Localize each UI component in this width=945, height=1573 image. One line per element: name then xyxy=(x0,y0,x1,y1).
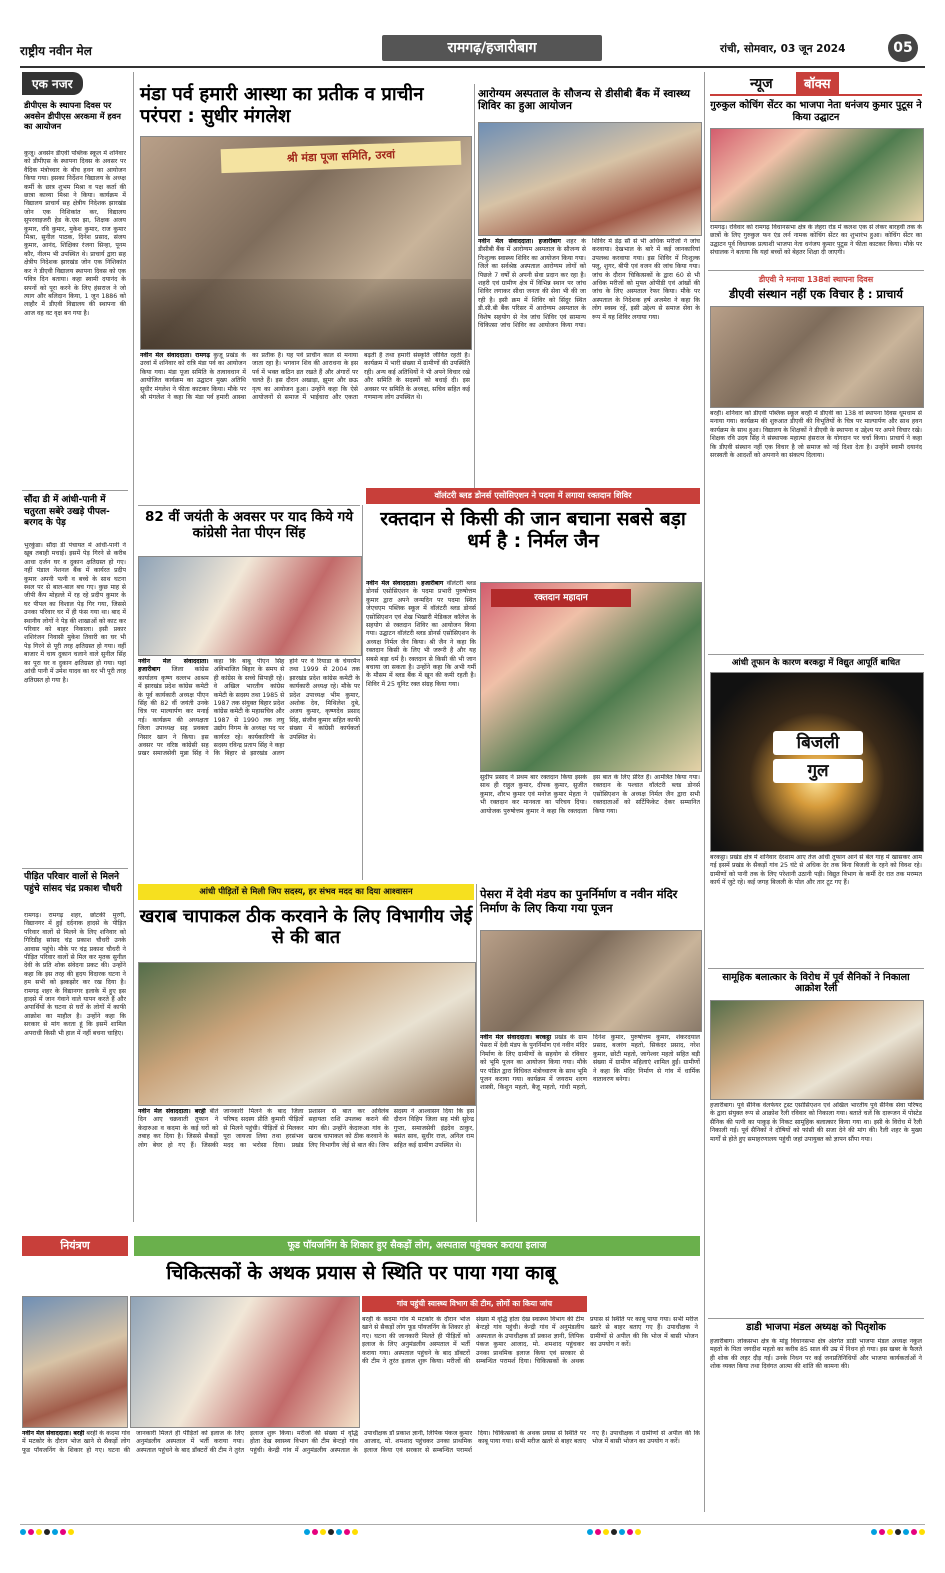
nb-story3-photo xyxy=(710,672,924,852)
food-side-text: बरही के कदमा गांव में मटकोर के दौरान भोज खाने से सैकड़ों लोग फूड पॉयजनिंग के शिकार हो गए। घटना की जानकारी मिलते ही पीड़ितों को इलाज के लिए अनुमंडलीय अस्पताल में भर्ती कराया गया। अस्पताल पहुंचने के बाद डॉक्टरों की टीम ने तुरंत इलाज शुरू किया। मरीजों की संख्या में वृद्धि होता देख स्वास्थ्य विभाग की टीम बेन्टहो गांव पहुंची। केन्द्री गांव में अनुमंडलीय अस्पताल के उपाधीक्षक डॉ प्रकाश ज्ञानी, लिपिक पंकज कुमार आजाद, मो. शमशाद पहुंचकर उनका प्राथमिक इलाज किया एवं सरकार से सम्बन्धित परामर्श दिया। चिकित्सकों के अथक प्रयास से स्थिति पर काबू पाया गया। सभी मरीज खतरे से बाहर बताए गए हैं। उपाधीक्षक ने ग्रामीणों से अपील की कि भोज में बासी भोजन का उपयोग न करें। xyxy=(362,1316,698,1366)
registration-swatch xyxy=(887,1529,893,1535)
registration-swatch xyxy=(304,1529,310,1535)
registration-swatch xyxy=(595,1529,601,1535)
registration-swatch xyxy=(320,1529,326,1535)
registration-swatch xyxy=(68,1529,74,1535)
registration-swatch xyxy=(60,1529,66,1535)
nb-story4-photo xyxy=(710,1000,924,1100)
nb-story3-body: बरकट्ठा। प्रखंड क्षेत्र में शनिवार देरशाम आए तेज आंधी तूफान आने से बेल गाह में खासकर आम गई इसमें प्रखंड के सैकड़ों गांव 25 घंटे से अधिक देर तक बिना बिजली के रहने को विवश रहे। ग्रामीणों को पानी तक के लिए परेशानी उठानी पड़ी। विद्युत विभाग के कर्मी देर रात तक मरम्मत कार्य में जुटे रहे। कई जगह बिजली के पोल और तार टूट गए हैं। xyxy=(710,854,922,887)
registration-swatch xyxy=(36,1529,42,1535)
article-text: बरही के कदमा गांव में मटकोर के दौरान भोज खाने से सैकड़ों लोग फूड पॉयजनिंग के शिकार हो गए। घटना की जानकारी मिलते ही पीड़ितों को इलाज के लिए अनुमंडलीय अस्पताल में भर्ती कराया गया। अस्पताल पहुंचने के बाद डॉक्टरों की टीम ने तुरंत इलाज शुरू किया। मरीजों की संख्या में वृद्धि होता देख स्वास्थ्य विभाग की टीम बेन्टहो गांव पहुंची। केन्द्री गांव में अनुमंडलीय अस्पताल के उपाधीक्षक डॉ प्रकाश ज्ञानी, लिपिक पंकज कुमार आजाद, मो. शमशाद पहुंचकर उनका प्राथमिक इलाज किया एवं सरकार से सम्बन्धित परामर्श दिया। चिकित्सकों के अथक प्रयास से स्थिति पर काबू पाया गया। सभी मरीज खतरे से बाहर बताए गए हैं। उपाधीक्षक ने ग्रामीणों से अपील की कि भोज में बासी भोजन का उपयोग न करें। xyxy=(22,1430,700,1454)
photo-text-bijli: बिजली xyxy=(773,731,863,755)
registration-swatch xyxy=(44,1529,50,1535)
registration-swatch xyxy=(903,1529,909,1535)
nb-story1-body: रामगढ़। रविवार को रामगढ़ विधानसभा क्षेत्र के लेहरा रोड में कलश एक से लेकर बारहवीं तक के छात्रों के लिए गुरुकुल फन एंड लर्न नामक कोचिंग सेंटर का शुभारंभ हुआ। कोचिंग सेंटर का उद्घाटन पूर्व विधायक प्रत्याशी भाजपा नेता धनंजय कुमार पुटूस ने फीता काटकर किया। मौके पर संचालक ने बताया कि यहां बच्चों को बेहतर शिक्षा दी जाएगी। xyxy=(710,224,922,257)
nb-story4-headline: सामूहिक बलात्कार के विरोध में पूर्व सैनिकों ने निकाला आक्रोश रैली xyxy=(722,972,910,995)
left-story1-headline: डीपीएस के स्थापना दिवस पर अवसेन डीपीएस अरकमा में हवन का आयोजन xyxy=(24,100,121,131)
pesra-photo xyxy=(480,930,702,1032)
registration-swatch xyxy=(635,1529,641,1535)
column-rule xyxy=(476,884,477,1222)
registration-swatch xyxy=(587,1529,593,1535)
food-banner: फूड पॉयजनिंग के शिकार हुए सैकड़ों लोग, अस्पताल पहुंचकर कराया इलाज xyxy=(134,1236,700,1256)
column-rule xyxy=(362,505,363,880)
pnsingh-photo xyxy=(138,556,362,656)
registration-swatch xyxy=(312,1529,318,1535)
photo-text-gul: गुल xyxy=(773,759,863,783)
byline: नवीन मेल संवाददाता। हजारीबाग xyxy=(478,238,561,245)
registration-swatch xyxy=(611,1529,617,1535)
article-text: जिला कांग्रेस कार्यालय कृष्ण वल्लभ आश्रम में झारखंड प्रदेश कांग्रेस कमेटी के पूर्व कार्यकारी अध्यक्ष पीएन सिंह की 82 वीं जयंती उनके चित्र पर माल्यार्पण कर मनाई गई। कार्यक्रम की अध्यक्षता जिला उपाध्यक्ष सह प्रवक्ता निसार खान ने किया। इस अवसर पर वरिष्ठ कांग्रेसी सह प्रखर समाजसेवी मुन्ना सिंह ने कहा कि बाबू पीएन सिंह अविभाजित बिहार के समय से ही कांग्रेस के सच्चे सिपाही रहे। वे अखिल भारतीय कांग्रेस कमेटी के सदस्य तथा 1985 से 1987 तक संयुक्त बिहार प्रदेश कांग्रेस कमेटी के महासचिव और 1987 से 1990 तक लघु उद्योग निगम के अध्यक्ष पद पर कार्यरत रहे। कार्यकारिणी के सदस्य रविन्द्र प्रताप सिंह ने कहा कि बिहार से झारखंड अलग होने पर वे रियाडा के चेयरमैन तथा 1999 से 2004 तक झारखंड प्रदेश कांग्रेस कमेटी के कार्यकारी अध्यक्ष रहे। मौके पर प्रदेश उपाध्यक्ष भीम कुमार, अशोक देव, मिथिलेश दुबे, अजय कुमार, कृष्णदेव प्रसाद सिंह, संजीव कुमार सहित काफी संख्या में कांग्रेसी कार्यकर्ता उपस्थित थे। xyxy=(138,658,360,758)
food-body xyxy=(22,1430,700,1510)
article-text: बीते दिन आए चक्रवाती तूफान ने केदारुआ व कदमा के कई घरों को तबाह कर दिया है। जिससे सैकड़ों लोग बेघर हो गए हैं। जिसकी जानकारी मिलने के बाद जिला परिषद सदस्य प्रीति कुमारी पीड़ितों से मिलने पहुंची। पीड़ितों से मिलकर पूरा जायजा लिया तथा हरसंभव मदद का भरोसा दिया। प्रखंड प्रशासन से बात कर अविलंब सहायता राशि उपलब्ध कराने की मांग की। उन्होंने केदारुआ गांव के खराब चापाकल को ठीक करवाने के लिए विभागीय जेई से बात की। जिप सदस्य ने आश्वासन दिया कि इस दौरान विहिप जिला सह मंत्री सुरेन्द्र गुप्ता, समाजसेवी इंद्रदेव ठाकुर, बसंत साव, सुधीर राज, अनिल राम सहित कई ग्रामीण उपस्थित थे। xyxy=(138,1108,474,1149)
divider xyxy=(708,270,924,271)
dateline: रांची, सोमवार, 03 जून 2024 xyxy=(720,43,846,55)
registration-group xyxy=(587,1529,641,1537)
mandaparv-headline: मंडा पर्व हमारी आस्था का प्रतीक व प्राचीन परंपरा : सुधीर मंगलेश xyxy=(140,84,424,127)
ek-nazar-header xyxy=(22,72,122,94)
column-rule xyxy=(704,72,705,1512)
left-story2-headline: सौंदा डी में आंधी-पानी में चतुरता सबेरे उखड़े पीपल-बरगद के पेड़ xyxy=(24,495,110,528)
nb-story1-photo xyxy=(710,128,924,222)
byline: नवीन मेल संवाददाता। हजारीबाग xyxy=(138,658,209,674)
food-headline: चिकित्सकों के अथक प्रयास से स्थिति पर पाया गया काबू xyxy=(166,1262,556,1284)
pnsingh-body xyxy=(138,658,360,880)
left-story3-body: रामगढ़। रामगढ़ शहर, छोटकी मुरगी, विद्यानगर में हुई दर्दनाक हादसे के पीड़ित परिवार वालों से मिलने के लिए शनिवार को गिरिडीह सांसद चंद्र प्रकाश चौधरी उनके आवास पहुंचे। मौके पर चंद्र प्रकाश चौधरी ने पीड़ित परिवार वालों से मिल कर मृतक सुनील देवी के प्रति शोक संवेदना प्रकट की। उन्होंने कहा कि इस तरह की हृदय विदारक घटना ने हम सभी को झकझोर कर रख दिया है। रामगढ़ शहर के विद्यानगर इलाके में हुए इस हादसे में जान गंवाने वाले यापन करते हैं और अपार्थियों के घटना से घरों के लोगों में काफी आक्रोश का माहौल है। उन्होंने कहा कि सरकार से मांग करता हूं कि इसमें शामिल अपराधी किसी भी हाल में नहीं बचना चाहिए। xyxy=(24,912,126,1037)
photo-banner-text: रक्तदान महादान xyxy=(491,589,631,607)
byline: नवीन मेल संवाददाता। हजारीबाग xyxy=(366,580,444,587)
left-story1-body: कुजू। अवसेन डीएवी पब्लिक स्कूल में शनिवार को डीपीएस के स्थापना दिवस के अवसर पर वैदिक मंत्रोच्चार के बीच हवन का आयोजन किया गया। इसका निर्देशन विद्यालय के अध्य्क्ष कर्मी के छात्र शुभम मिश्रा व पक्ष कर्ता की छात्रा काव्या मिश्रा ने किया। कार्यक्रम में विद्यालय प्राचार्य सह क्षेत्रीय निदेशक झारखंड जोन एक निशिकांत कर, विद्यालय सुपरवाइजरी हेड के.एस झा, शिक्षक अजय कुमार, रवि कुमार, मुकेश कुमार, राज कुमार मिश्रा, सुनील पाठक, दिनेश प्रसाद, संजय कुमार, आनंद, शिक्षिका रंजना सिन्हा, पूनम कौर, नीलम भी उपस्थित थे। प्राचार्य द्वारा सह क्षेत्रीय निदेशक झारखंड जोन एक निशिकांत कर ने डीएवी विद्यालय स्थापना दिवस को एक पवित्र दिन बताया। कहा स्वामी दयानंद के सपनों को पूरा करने के लिए हंसराज ने जो त्याग और बलिदान किया, 1 जून 1886 को लाहौर में डीएवी विद्यालय की स्थापना की आज वह वट वृक्ष बन गया है। xyxy=(24,150,126,317)
left-story3-headline: पीड़ित परिवार वालों से मिलने पहुंचे सांसद चंद्र प्रकाश चौधरी xyxy=(24,872,122,894)
byline: नवीन मेल संवाददाता। बरकट्ठा xyxy=(480,1034,552,1041)
blood-body xyxy=(366,580,476,770)
registration-group xyxy=(20,1529,74,1537)
news-box-label-left: न्यूज xyxy=(750,76,773,92)
blood-headline: रक्तदान से किसी की जान बचाना सबसे बड़ा धर्म है : निर्मल जैन xyxy=(380,508,686,553)
registration-swatch xyxy=(627,1529,633,1535)
registration-swatch xyxy=(352,1529,358,1535)
blood-photo xyxy=(480,582,702,772)
mandaparv-body xyxy=(140,352,470,502)
column-rule xyxy=(474,84,475,504)
news-box-label-right: बॉक्स xyxy=(796,72,839,94)
divider xyxy=(22,490,128,491)
registration-swatch xyxy=(895,1529,901,1535)
color-registration-marks xyxy=(20,1529,925,1537)
chapakal-banner: आंधी पीड़ितों से मिली जिप सदस्य, हर संभव मदद का दिया आश्वासन xyxy=(138,884,474,900)
food-photo-1 xyxy=(22,1296,128,1428)
chapakal-photo xyxy=(138,962,476,1106)
registration-swatch xyxy=(919,1529,925,1535)
pesra-body xyxy=(480,1034,700,1224)
byline: नवीन मेल संवाददाता। रामगढ़ xyxy=(140,352,211,359)
divider xyxy=(708,1318,924,1319)
registration-swatch xyxy=(344,1529,350,1535)
pesra-headline: पेसरा में देवी मंडप का पुनर्निर्माण व नवीन मंदिर निर्माण के लिए किया गया पूजन xyxy=(480,887,678,915)
nb-story5-body: हजारीबाग। लोकसभा क्षेत्र के मांडू विधानसभा क्षेत्र अंतर्गत डाडी भाजपा मंडल अध्यक्ष नकुल महतो के पिता जगदीश महतो का करीब 85 साल की उम्र में निधन हो गया। इस खबर के फैलते ही शोक की लहर दौड़ गई। उनके निधन पर कई जनप्रतिनिधियों और भाजपा कार्यकर्ताओं ने शोक व्यक्त किया तथा दिवंगत आत्मा की शांति की कामना की। xyxy=(710,1338,922,1371)
divider xyxy=(708,654,924,655)
blood-banner: वॉलंटरी ब्लड डोनर्स एसोसिएशन ने पदमा में लगाया रक्तदान शिविर xyxy=(366,488,700,504)
registration-swatch xyxy=(879,1529,885,1535)
registration-swatch xyxy=(603,1529,609,1535)
photo-banner-text: श्री मंडा पूजा समिति, उरवां xyxy=(221,141,462,173)
article-text: प्रखंड के ग्राम पेसरा में देवी मंडप के पुनर्निर्माण एवं नवीन मंदिर निर्माण के लिए ग्रामीणों के सहयोग से रविवार को भूमि पूजन का आयोजन किया गया। मौके पर पंडित द्वारा विधिवत मंत्रोच्चारण के साथ भूमि पूजन कराया गया। कार्यक्रम में जयराम शरण शास्त्री, किशुन महतो, बैजू महतो, गांधी महतो, दिनेश कुमार, पुरुषोत्तम कुमार, शंकरदयाल प्रसाद, बजरंग महतो, सिकंदर प्रसाद, नरेश कुमार, छोटी महतो, जागेश्वर महतो सहित बड़ी संख्या में ग्रामीण महिलाएं शामिल हुईं। ग्रामीणों ने कहा कि मंदिर निर्माण से गांव में धार्मिक वातावरण बनेगा। xyxy=(480,1034,700,1092)
registration-group xyxy=(304,1529,358,1537)
ek-nazar-label: एक नजर xyxy=(22,72,83,95)
registration-swatch xyxy=(28,1529,34,1535)
article-text: शहर के डीसीबी बैंक में आरोग्यम अस्पताल के सौजन्य से निःशुल्क स्वास्थ्य शिविर का आयोजन किया गया। जिले का सर्वश्रेष्ठ अस्पताल आरोग्यम लोगों को पिछले 7 वर्षों से अपनी सेवा प्रदान कर रहा है। शहरी एवं ग्रामीण क्षेत्र में विभिन्न स्थान पर जांच शिविर लगाकर सीधा जनता की सेवा भी की जा रही है। इसी क्रम में शिविर को सिंदूर स्थित डी.सी.बी बैंक परिसर में आरोग्यम अस्पताल के विशेष सहयोग से नेत्र जांच शिविर एवं सामान्य चिकित्सा जांच शिविर का आयोजन किया गया। शिविर में डेढ़ सौ से भी अधिक मरीजों ने जांच करवाया। देखभाल के बारे में कई जानकारियां उपलब्ध करवाया गया। इस शिविर में निःशुल्क फ्लू, शुगर, बीपी एवं वजन की जांच किया गया। जांच के दौरान चिकित्सकों के द्वारा 60 से भी अधिक मरीजों को मुफ्त ओपीडी एवं आंखों की जांच के लिए अस्पताल रेफर किया। मौके पर अस्पताल के निदेशक हर्ष अजमेरा ने कहा कि लोग स्वस्थ रहें, इसी उद्देश्य से समाज सेवा के रूप में यह शिविर लगाया गया। xyxy=(478,238,700,330)
news-box-header xyxy=(710,72,922,96)
nb-story2-body: बरही। शनिवार को डीएवी पब्लिक स्कूल बरही में डीएवी का 138 वां स्थापना दिवस धूमधाम से मनाया गया। कार्यक्रम की शुरुआत डीएवी की विभूतियों के चित्र पर माल्यार्पण और साथ हवन कार्यक्रम के साथ हुआ। विद्यालय के शिक्षकों ने डीएवी के स्थापना व उद्देश्य पर अपने विचार रखे। शिक्षक रवि उदय सिंह ने संस्थापक महात्मा हंसराज के योगदान पर चर्चा किया। प्राचार्य ने कहा कि डीएवी संस्थान नहीं एक विचार है जो समाज को नई दिशा देता है। उन्होंने स्वामी दयानंद सरस्वती के आदर्शों को अपनाने का संकल्प दिलाया। xyxy=(710,410,922,460)
divider xyxy=(138,505,360,506)
registration-swatch xyxy=(871,1529,877,1535)
nb-story3-headline: आंधी तूफान के कारण बरकट्ठा में विद्युत आपूर्ति बाधित xyxy=(731,658,901,668)
blood-caption: सुदीप प्रसाद ने प्रथम बार रक्तदान किया इसके साथ ही राहुल कुमार, दीपक कुमार, सुजीत कुमार, शौरभ कुमार एवं मनोज कुमार मेहता ने भी रक्तदान कर मानवता का परिचय दिया। आयोजक पुरुषोत्तम कुमार ने कहा कि रक्तदाता इस बात के लिए प्रेरित हैं। आमंत्रित किया गया। रक्तदान के पश्चात वॉलंटरी ब्लड डोनर्स एसोसिएशन के अध्यक्ष निर्मल जैन द्वारा सभी रक्तदाताओं को सर्टिफिकेट देकर सम्मानित किया गया। xyxy=(480,774,700,815)
section-title: रामगढ़/हजारीबाग xyxy=(382,35,602,61)
byline: नवीन मेल संवाददाता। बरही xyxy=(138,1108,206,1115)
article-text: कुजू प्रखंड के उरवां में शनिवार को रात्रि मंडा पर्व का आयोजन किया गया। मंडा पूजा समिति के तत्वावधान में आयोजित कार्यक्रम का उद्घाटन मुख्य अतिथि सुधीर मंगलेश ने फीता काटकर किया। मौके पर श्री मंगलेश ने कहा कि मंडा पर्व हमारी आस्था का प्रतीक है। यह पर्व प्राचीन काल से मनाया जाता रहा है। भगवान शिव की आराधना के इस पर्व में भक्त कठिन व्रत रखते हैं और अंगारों पर चलते हैं। इस दौरान अखाड़ा, झूमर और छऊ नृत्य का आयोजन हुआ। उन्होंने कहा कि ऐसे आयोजनों से समाज में भाईचारा और एकता बढ़ती है तथा हमारी संस्कृति जीवित रहती है। कार्यक्रम में भारी संख्या में ग्रामीणों की उपस्थिति रही। अन्य कई अतिथियों ने भी अपने विचार रखे और समिति के सदस्यों को बधाई दी। इस अवसर पर समिति के अध्यक्ष, सचिव सहित कई गणमान्य लोग उपस्थित थे। xyxy=(140,352,470,402)
registration-group xyxy=(871,1529,925,1537)
chapakal-headline: खराब चापाकल ठीक करवाने के लिए विभागीय जेई से की बात xyxy=(139,906,473,949)
arogyam-headline: आरोग्यम अस्पताल के सौजन्य से डीसीबी बैंक में स्वास्थ्य शिविर का हुआ आयोजन xyxy=(478,88,691,113)
mandaparv-photo xyxy=(140,136,472,350)
footer-bar xyxy=(20,1524,925,1537)
pnsingh-headline: 82 वीं जयंती के अवसर पर याद किये गये कांग्रेसी नेता पीएन सिंह xyxy=(144,509,354,541)
registration-swatch xyxy=(619,1529,625,1535)
article-text: वॉलंटरी ब्लड डोनर्स एसोसिएशन के पदमा प्रभारी पुरुषोत्तम कुमार द्वारा अपने जन्मदिन पर पदमा स्थित जेएचएम पब्लिक स्कूल में वॉलंटरी ब्लड डोनर्स एसोसिएशन एवं शेख भिखारी मेडिकल कॉलेज के सहयोग से रक्तदान शिविर का आयोजन किया गया। उद्घाटन वॉलंटरी ब्लड डोनर्स एसोसिएशन के अध्यक्ष निर्मल जैन किया। श्री जैन ने कहा कि रक्तदान किसी के लिए भी जरूरी है और यह सबसे बड़ा धर्म है। रक्तदान से किसी की भी जान बचाया जा सकता है। उन्होंने कहा कि अभी गर्मी के मौसम में ब्लड बैंक में खून की कमी रहती है। शिविर में 25 यूनिट रक्त संग्रह किया गया। xyxy=(366,580,476,688)
nb-story2-headline: डीएवी संस्थान नहीं एक विचार है : प्राचार्य xyxy=(729,287,903,301)
nb-story1-headline: गुरुकुल कोचिंग सेंटर का भाजपा नेता धनंजय कुमार पुटूस ने किया उद्घाटन xyxy=(710,100,922,123)
nb-story5-headline: डाडी भाजपा मंडल अध्यक्ष को पितृशोक xyxy=(746,1322,886,1333)
registration-swatch xyxy=(911,1529,917,1535)
divider xyxy=(708,968,924,969)
nb-story2-kicker: डीएवी ने मनाया 138वां स्थापना दिवस xyxy=(758,275,874,284)
column-rule xyxy=(133,72,134,1222)
arogyam-body xyxy=(478,238,700,486)
arogyam-photo xyxy=(478,122,702,236)
page-number: 05 xyxy=(888,34,918,62)
byline: नवीन मेल संवाददाता। बरही xyxy=(22,1430,85,1437)
food-photo-2 xyxy=(130,1296,360,1428)
registration-swatch xyxy=(336,1529,342,1535)
nb-story2-photo xyxy=(710,306,924,408)
registration-swatch xyxy=(328,1529,334,1535)
food-tag: नियंत्रण xyxy=(22,1236,128,1256)
divider xyxy=(22,868,128,869)
registration-swatch xyxy=(52,1529,58,1535)
food-sub-banner: गांव पहुंची स्वास्थ्य विभाग की टीम, लोगों का किया जांच xyxy=(362,1296,587,1312)
chapakal-body xyxy=(138,1108,474,1220)
registration-swatch xyxy=(20,1529,26,1535)
nb-story4-body: हजारीबाग। पूर्व सैनिक वेलफेयर ट्रस्ट एसोसिएशन एवं अखिल भारतीय पूर्व सैनिक सेवा परिषद के द्वारा संयुक्त रूप से आक्रोश रैली रविवार को निकाला गया। बताते चलें कि दारूजन में पोस्टेड सैनिक की पत्नी का पाकुड़ के निकट सामूहिक बलात्कार किया गया था। इसी के विरोध में रैली निकाली गई। पूर्व सैनिकों ने दोषियों को फांसी की सजा देने की मांग की। रैली शहर के मुख्य मार्गों से होते हुए समाहरणालय पहुंची जहां उपायुक्त को ज्ञापन सौंपा गया। xyxy=(710,1102,922,1143)
left-story2-body: भुरकुंडा। सौंदा डी पंचायत में आंधी-पानी ने खूब तबाही मचाई। इसमें पेड़ गिरने से करीब आधा दर्जन घर व दुकान क्षतिग्रस्त हो गए। नहीं पंडाल नेशनल बैंक में कार्यरत प्रदीप कुमार अपनी पत्नी व बच्चे के साथ घटना स्थल पर से बाल-बाल बच गए। कुछ माह से जीपी कैंप मोहल्ले में रह रहे प्रदीप कुमार के घर पीपल का विशाल पेड़ गिर गया, जिससे उनका परिवार घर में ही फंस गया था। बाद में स्थानीय लोगों ने पेड़ की शाखाओं को काट कर परिवार को बाहर निकाला। इसी प्रकार शशिरंजन निवासी मुकेश तिवारी का घर भी पेड़ गिरने से पूरी तरह क्षतिग्रस्त हो गया। वहीं बाजार में चाय दुकान चलाने वाले सुनील सिंह का पूरा घर व दुकान क्षतिग्रस्त हो गया। यहां आंधी पानी में उमेश यादव का घर भी पूरी तरह क्षतिग्रस्त हो गया है। xyxy=(24,542,126,684)
masthead xyxy=(20,32,925,68)
paper-name: राष्ट्रीय नवीन मेल xyxy=(20,44,92,58)
